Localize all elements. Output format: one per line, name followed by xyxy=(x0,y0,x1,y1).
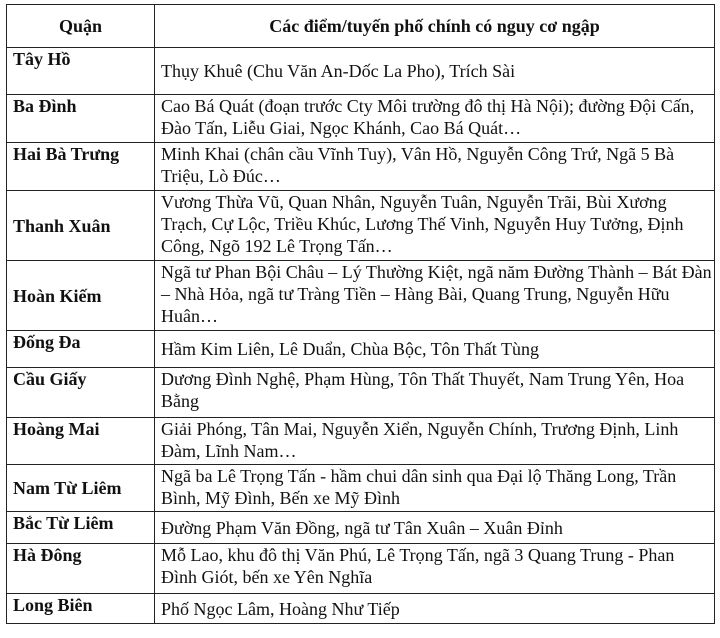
streets-cell: Ngã tư Phan Bội Châu – Lý Thường Kiệt, ngã năm Đường Thành – Bát Đàn – Nhà Hỏa, ngã tư Tràng Tiền – Hàng Bài, Quang Trung, Nguyễn Hữu Huân… xyxy=(155,261,715,331)
district-cell: Cầu Giấy xyxy=(7,368,155,418)
district-cell: Long Biên xyxy=(7,594,155,624)
streets-cell: Ngã ba Lê Trọng Tấn - hầm chui dân sinh qua Đại lộ Thăng Long, Trần Bình, Mỹ Đình, Bến xe Mỹ Đình xyxy=(155,465,715,512)
header-streets: Các điểm/tuyến phố chính có nguy cơ ngập xyxy=(155,5,715,48)
district-cell: Hai Bà Trưng xyxy=(7,143,155,191)
table-row xyxy=(7,331,715,368)
district-cell: Bắc Từ Liêm xyxy=(7,512,155,544)
district-cell: Hà Đông xyxy=(7,544,155,594)
streets-cell: Vương Thừa Vũ, Quan Nhân, Nguyễn Tuân, Nguyễn Trãi, Bùi Xương Trạch, Cự Lộc, Triều Khúc, Lương Thế Vinh, Nguyễn Huy Tưởng, Định Công, Ngõ 192 Lê Trọng Tấn… xyxy=(155,191,715,261)
table-row xyxy=(7,544,715,594)
streets-cell: Hầm Kim Liên, Lê Duẩn, Chùa Bộc, Tôn Thất Tùng xyxy=(155,331,715,368)
table-header-row xyxy=(7,5,715,48)
table-row xyxy=(7,418,715,465)
district-cell: Ba Đình xyxy=(7,95,155,143)
table-row xyxy=(7,512,715,544)
table-row xyxy=(7,191,715,261)
district-cell: Tây Hồ xyxy=(7,48,155,95)
district-cell: Nam Từ Liêm xyxy=(7,465,155,512)
streets-cell: Đường Phạm Văn Đồng, ngã tư Tân Xuân – Xuân Đỉnh xyxy=(155,512,715,544)
table-row xyxy=(7,368,715,418)
district-cell: Thanh Xuân xyxy=(7,191,155,261)
streets-cell: Giải Phóng, Tân Mai, Nguyễn Xiển, Nguyễn Chính, Trương Định, Linh Đàm, Lĩnh Nam… xyxy=(155,418,715,465)
table-row xyxy=(7,465,715,512)
district-cell: Hoàn Kiếm xyxy=(7,261,155,331)
streets-cell: Thụy Khuê (Chu Văn An-Dốc La Pho), Trích Sài xyxy=(155,48,715,95)
district-cell: Đống Đa xyxy=(7,331,155,368)
streets-cell: Mỗ Lao, khu đô thị Văn Phú, Lê Trọng Tấn, ngã 3 Quang Trung - Phan Đình Giót, bến xe Yên Nghĩa xyxy=(155,544,715,594)
table-row xyxy=(7,95,715,143)
flood-risk-table xyxy=(6,4,715,624)
table-row xyxy=(7,594,715,624)
table-row xyxy=(7,48,715,95)
table-row xyxy=(7,143,715,191)
streets-cell: Minh Khai (chân cầu Vĩnh Tuy), Vân Hồ, Nguyễn Công Trứ, Ngã 5 Bà Triệu, Lò Đúc… xyxy=(155,143,715,191)
table-row xyxy=(7,261,715,331)
streets-cell: Dương Đình Nghệ, Phạm Hùng, Tôn Thất Thuyết, Nam Trung Yên, Hoa Bằng xyxy=(155,368,715,418)
streets-cell: Phố Ngọc Lâm, Hoàng Như Tiếp xyxy=(155,594,715,624)
district-cell: Hoàng Mai xyxy=(7,418,155,465)
header-district: Quận xyxy=(7,5,155,48)
streets-cell: Cao Bá Quát (đoạn trước Cty Môi trường đô thị Hà Nội); đường Đội Cấn, Đào Tấn, Liễu Giai, Ngọc Khánh, Cao Bá Quát… xyxy=(155,95,715,143)
